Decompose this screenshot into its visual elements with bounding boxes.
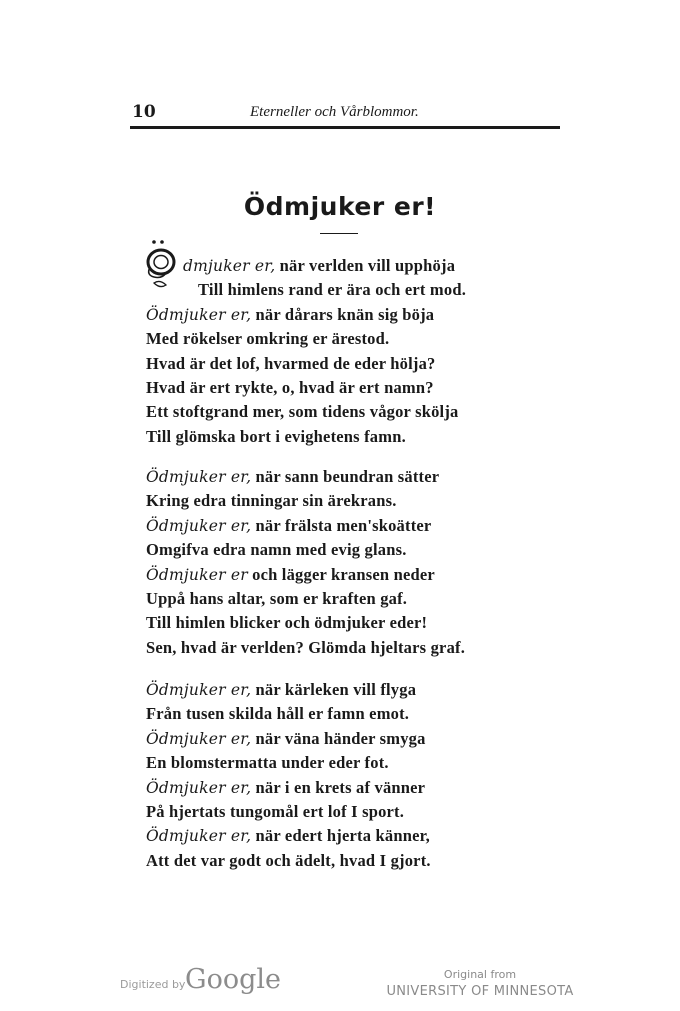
- poem-line: [146, 613, 427, 633]
- poem-title: Ödmjuker er!: [243, 192, 437, 221]
- title-rule: [320, 233, 358, 234]
- university-label: UNIVERSITY OF MINNESOTA: [386, 984, 574, 999]
- digitized-by-label: Digitized by: [120, 978, 186, 991]
- poem-line: [146, 402, 458, 422]
- poem-line: [146, 704, 409, 724]
- poem-line: [146, 778, 425, 798]
- poem-line-text: Ett stoftgrand mer, som tidens vågor skölja: [146, 402, 459, 422]
- poem-line-text: Sen, hvad är verlden? Glömda hjeltars graf.: [146, 637, 466, 657]
- poem-line: [183, 256, 455, 276]
- poem-line-text: när sann beundran sätter: [251, 467, 440, 486]
- poem-line-text: Med rökelser omkring er ärestod.: [146, 329, 390, 349]
- poem-line: [146, 540, 407, 560]
- poem-line: [146, 565, 435, 585]
- poem-line: [146, 851, 431, 871]
- running-title: Eterneller och Vårblommor.: [250, 104, 419, 120]
- poem-line: [146, 516, 431, 536]
- poem-line: [146, 589, 407, 609]
- poem-line-emphasis: Ödmjuker er,: [146, 681, 252, 699]
- poem-line-text: när frälsta men'skoätter: [251, 515, 432, 535]
- poem-line: [146, 305, 434, 325]
- page-number: 10: [132, 102, 156, 122]
- poem-line-text: när i en krets af vänner: [251, 777, 426, 797]
- poem-line-text: Till himlen blicker och ödmjuker eder!: [146, 613, 428, 633]
- poem-line-text: Hvad är ert rykte, o, hvad är ert namn?: [146, 378, 434, 397]
- poem-line: [146, 638, 465, 658]
- poem-line-emphasis: Ödmjuker er,: [146, 468, 252, 486]
- poem-line-emphasis: Ödmjuker er,: [146, 729, 252, 748]
- original-from-label: Original from: [443, 968, 517, 981]
- poem-line: [146, 753, 389, 773]
- poem-line-text: när kärleken vill flyga: [251, 680, 417, 699]
- header-rule: [130, 126, 560, 129]
- poem-line: [198, 280, 466, 300]
- poem-line: [146, 826, 430, 846]
- poem-line: [146, 729, 426, 749]
- poem-line: [146, 329, 389, 349]
- poem-line-text: En blomstermatta under eder fot.: [146, 753, 389, 773]
- page-header: [130, 100, 560, 124]
- poem-line-text: Hvad är det lof, hvarmed de eder hölja?: [146, 353, 436, 373]
- poem-line-emphasis: Ödmjuker er: [146, 565, 248, 584]
- ornamental-initial-o-icon: [144, 237, 184, 293]
- poem-line-text: På hjertats tungomål ert lof I sport.: [146, 802, 405, 821]
- poem-line: [146, 802, 404, 822]
- poem-line: [146, 491, 397, 511]
- poem-line-text: och lägger kransen neder: [247, 564, 435, 584]
- poem-line-text: Kring edra tinningar sin ärekrans.: [146, 491, 397, 511]
- original-from-block: [380, 968, 580, 999]
- poem-line: [146, 467, 439, 487]
- poem-line: [146, 378, 434, 398]
- poem-line-text: Uppå hans altar, som er kraften gaf.: [146, 589, 408, 608]
- poem-line: [146, 680, 416, 700]
- poem-line-text: Från tusen skilda håll er famn emot.: [146, 704, 410, 724]
- google-logo: Google: [185, 964, 281, 995]
- poem-line-text: när edert hjerta känner,: [251, 826, 430, 846]
- poem-line-text: Omgifva edra namn med evig glans.: [146, 540, 407, 560]
- poem-line: [146, 427, 406, 447]
- poem-line-emphasis: Ödmjuker er,: [146, 305, 252, 324]
- poem-line-emphasis: Ödmjuker er,: [146, 827, 252, 846]
- poem-line-emphasis: Ödmjuker er,: [146, 516, 252, 535]
- poem-line-emphasis: Ödmjuker er,: [146, 778, 252, 797]
- poem-line-text: Att det var godt och ädelt, hvad I gjort.: [146, 850, 431, 870]
- poem-line-text: när väna händer smyga: [251, 728, 426, 748]
- poem-line: [146, 354, 436, 374]
- poem-line-text: när dårars knän sig böja: [251, 304, 435, 324]
- poem-line-text: Till himlens rand er ära och ert mod.: [198, 280, 467, 300]
- poem-line-emphasis: dmjuker er,: [183, 257, 276, 275]
- poem-line-text: när verlden vill upphöja: [275, 256, 456, 275]
- poem-line-text: Till glömska bort i evighetens famn.: [146, 426, 406, 446]
